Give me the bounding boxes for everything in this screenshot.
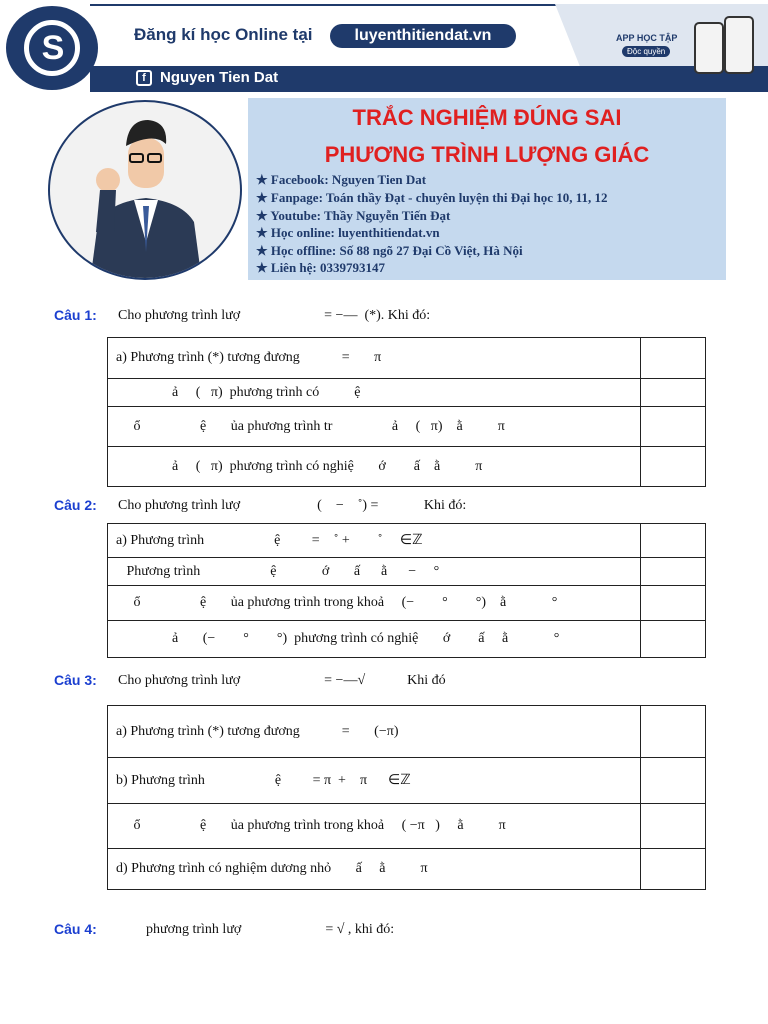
facebook-name-label: Nguyen Tien Dat [160, 69, 279, 86]
answer-cell[interactable] [641, 621, 706, 658]
question-3-label: Câu 3: [54, 672, 97, 688]
question-1-table [107, 337, 706, 487]
app-label: APP HỌC TẬP [616, 33, 678, 43]
info-fanpage: ★ Fanpage: Toán thầy Đạt - chuyên luyện thi Đại học 10, 11, 12 [256, 190, 608, 205]
answer-cell[interactable] [641, 758, 706, 804]
app-badge: Độc quyền [622, 46, 670, 57]
info-online: ★ Học online: luyenthitiendat.vn [256, 225, 440, 240]
answer-cell[interactable] [641, 338, 706, 379]
statement-cell: ả ( π) phương trình có nghiệ ớ ấ ằ π [108, 447, 641, 487]
teacher-avatar [48, 100, 242, 280]
facebook-icon: f [136, 70, 152, 86]
phone-illustration [724, 16, 754, 74]
table-row [108, 758, 706, 804]
header-banner [0, 0, 768, 92]
statement-cell: a) Phương trình ệ = ˚ + ˚ ∈ℤ [108, 524, 641, 558]
brand-logo [6, 6, 98, 90]
phone-illustration [694, 22, 724, 74]
question-1-text: Cho phương trình lượ = −— (*). Khi đó: [118, 308, 431, 323]
statement-cell: ả (− ° °) phương trình có nghiệ ớ ấ ằ ° [108, 621, 641, 658]
statement-cell: ổ ệ ủa phương trình trong khoả (− ° °) ằ ° [108, 586, 641, 621]
logo-letter: S [41, 29, 65, 67]
teacher-portrait-icon [50, 102, 242, 280]
answer-cell[interactable] [641, 379, 706, 407]
table-row [108, 849, 706, 890]
answer-cell[interactable] [641, 804, 706, 849]
table-row [108, 338, 706, 379]
table-row [108, 524, 706, 558]
info-contact: ★ Liên hệ: 0339793147 [256, 260, 386, 275]
title-line-2: PHƯƠNG TRÌNH LƯỢNG GIÁC [324, 142, 650, 167]
question-1-label: Câu 1: [54, 307, 97, 323]
table-row [108, 586, 706, 621]
answer-cell[interactable] [641, 558, 706, 586]
table-row [108, 447, 706, 487]
question-2-text: Cho phương trình lượ ( − ˚) = Khi đó: [118, 498, 467, 513]
question-4-label: Câu 4: [54, 921, 97, 937]
table-row [108, 804, 706, 849]
facebook-name[interactable] [136, 69, 278, 86]
statement-cell: ả ( π) phương trình có ệ [108, 379, 641, 407]
register-online-text: Đăng kí học Online tại [134, 25, 313, 44]
table-row [108, 621, 706, 658]
statement-cell: a) Phương trình (*) tương đương = (−π) [108, 706, 641, 758]
info-facebook: ★ Facebook: Nguyen Tien Dat [256, 172, 427, 187]
question-2-table [107, 523, 706, 658]
statement-cell: Phương trình ệ ớ ấ ằ − ° [108, 558, 641, 586]
website-link[interactable]: luyenthitiendat.vn [330, 24, 516, 48]
question-4-text: phương trình lượ = √ , khi đó: [118, 922, 395, 937]
answer-cell[interactable] [641, 447, 706, 487]
statement-cell: a) Phương trình (*) tương đương = π [108, 338, 641, 379]
table-row [108, 558, 706, 586]
answer-cell[interactable] [641, 586, 706, 621]
statement-cell: b) Phương trình ệ = π + π ∈ℤ [108, 758, 641, 804]
question-3-table [107, 705, 706, 890]
question-3-text: Cho phương trình lượ = −—√ Khi đó [118, 673, 446, 688]
title-line-1: TRẮC NGHIỆM ĐÚNG SAI [352, 105, 622, 130]
table-row [108, 379, 706, 407]
statement-cell: d) Phương trình có nghiệm dương nhỏ ấ ằ π [108, 849, 641, 890]
question-2-label: Câu 2: [54, 497, 97, 513]
statement-cell: ổ ệ ủa phương trình tr ả ( π) ằ π [108, 407, 641, 447]
answer-cell[interactable] [641, 407, 706, 447]
table-row [108, 407, 706, 447]
title-box [248, 98, 726, 280]
info-youtube: ★ Youtube: Thầy Nguyễn Tiến Đạt [256, 208, 451, 223]
answer-cell[interactable] [641, 524, 706, 558]
table-row [108, 706, 706, 758]
info-offline: ★ Học offline: Số 88 ngõ 27 Đại Cồ Việt, Hà Nội [256, 243, 523, 258]
statement-cell: ổ ệ ủa phương trình trong khoả ( −π ) ằ π [108, 804, 641, 849]
answer-cell[interactable] [641, 849, 706, 890]
answer-cell[interactable] [641, 706, 706, 758]
logo-ring [24, 20, 80, 76]
